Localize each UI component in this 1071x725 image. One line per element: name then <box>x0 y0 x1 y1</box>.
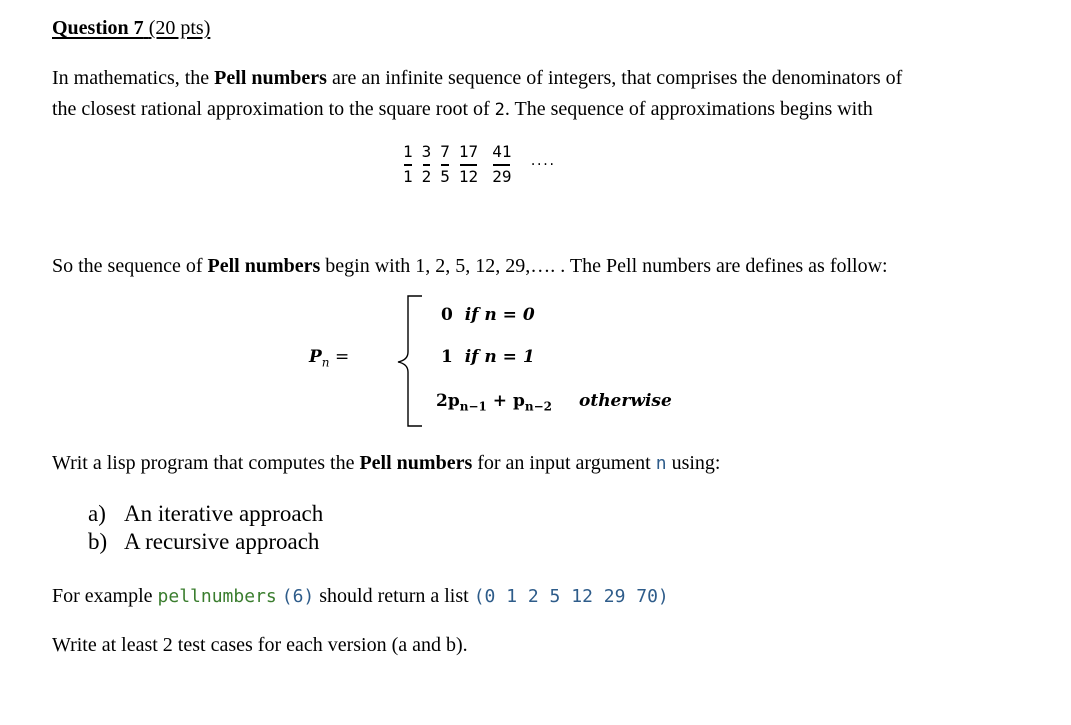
case-term: + p <box>492 391 525 411</box>
pell-numbers-term: Pell numbers <box>214 67 327 89</box>
pell-numbers-term: Pell numbers <box>359 452 473 474</box>
list-item <box>88 500 323 528</box>
case-condition: otherwise <box>579 391 672 411</box>
case-subscript: n−1 <box>459 399 487 414</box>
fraction-denominator: 2 <box>421 166 432 186</box>
sqrt-value: 2 <box>494 100 505 120</box>
expected-result: (0 1 2 5 12 29 70) <box>473 586 669 607</box>
intro-line-1 <box>52 67 902 90</box>
intro-line-2 <box>52 98 873 121</box>
task-line <box>52 452 720 475</box>
list-item-text: A recursive approach <box>124 529 320 554</box>
case-term: 2p <box>436 391 460 411</box>
argument-n: n <box>655 453 667 474</box>
sequence-text: So the sequence of <box>52 255 208 277</box>
fraction-bar <box>404 164 412 166</box>
intro-text: are an infinite sequence of integers, that comprises the denominators of <box>326 67 903 89</box>
parts-list <box>88 500 323 556</box>
question-title: Question 7 <box>52 17 144 39</box>
fraction <box>491 143 512 186</box>
example-line <box>52 585 669 608</box>
case-2 <box>441 347 535 367</box>
fraction-numerator: 17 <box>458 142 479 161</box>
list-item <box>88 528 323 556</box>
list-item-text: An iterative approach <box>124 501 324 526</box>
fraction-bar <box>423 164 431 166</box>
approximation-fractions <box>402 143 554 186</box>
fraction-denominator: 29 <box>492 166 512 186</box>
fraction-numerator: 1 <box>403 142 413 161</box>
list-item-label: a) <box>88 501 106 526</box>
fraction-numerator: 41 <box>492 142 512 161</box>
list-item-label: b) <box>88 529 108 554</box>
example-text: should return a list <box>314 585 474 607</box>
case-1 <box>441 305 535 325</box>
case-subscript: n−2 <box>524 399 552 414</box>
fraction-bar <box>493 164 510 166</box>
task-text: for an input argument <box>472 452 656 474</box>
left-brace-icon <box>392 294 432 430</box>
pn-symbol: P <box>309 347 322 367</box>
fraction-bar <box>441 164 449 166</box>
sequence-text: begin with 1, 2, 5, 12, 29,…. . The Pell numbers are defines as follow: <box>320 255 888 277</box>
intro-text: the closest rational approximation to the square root of <box>52 98 495 120</box>
case-3 <box>436 391 552 413</box>
tests-line: Write at least 2 test cases for each version (a and b). <box>52 634 468 656</box>
function-name: pellnumbers <box>157 586 277 607</box>
pn-label <box>309 347 349 369</box>
case-value: 1 <box>441 347 453 367</box>
task-text: using: <box>666 452 721 474</box>
task-text: Writ a lisp program that computes the <box>52 452 360 474</box>
fraction-denominator: 1 <box>403 166 413 186</box>
sequence-line <box>52 255 888 278</box>
pn-subscript: n <box>321 355 330 370</box>
example-text: For example <box>52 585 158 607</box>
question-points: (20 pts) <box>148 17 211 39</box>
function-argument: (6) <box>281 586 315 607</box>
fraction <box>458 143 479 186</box>
fraction-numerator: 7 <box>440 142 450 161</box>
intro-text: In mathematics, the <box>52 67 215 89</box>
case-condition: if n = 1 <box>464 347 535 367</box>
fraction-denominator: 5 <box>440 166 450 186</box>
fraction <box>421 143 433 186</box>
fraction <box>402 143 414 186</box>
fraction-numerator: 3 <box>421 142 432 161</box>
fraction-denominator: 12 <box>458 166 479 186</box>
question-heading <box>52 17 210 40</box>
case-value: 0 <box>441 305 453 325</box>
fraction <box>439 143 451 186</box>
case-3-condition <box>579 391 672 411</box>
case-condition: if n = 0 <box>464 305 535 325</box>
pell-numbers-term: Pell numbers <box>207 255 321 277</box>
continuation-dots: .... <box>529 154 555 168</box>
intro-text: . The sequence of approximations begins with <box>504 98 873 120</box>
fraction-bar <box>460 164 477 166</box>
equals-sign: = <box>334 347 350 367</box>
